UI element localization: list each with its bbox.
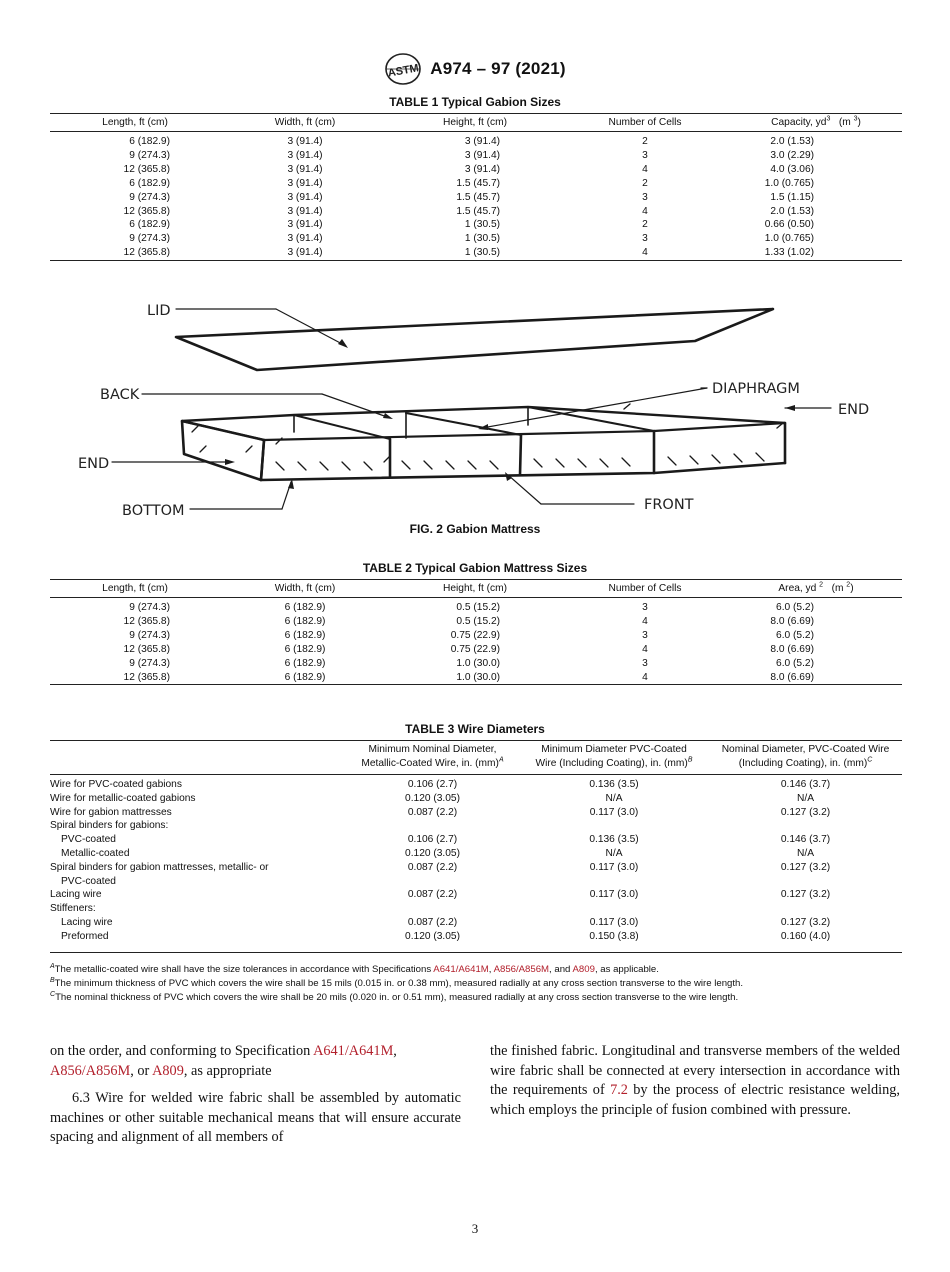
table1-cell: 2.0 (1.53) — [770, 205, 814, 217]
table2-header-length: Length, ft (cm) — [102, 582, 168, 594]
mattress-top-back — [182, 407, 785, 423]
table3-cell — [519, 902, 709, 916]
table1-row — [50, 246, 902, 260]
table1-header-length: Length, ft (cm) — [102, 116, 168, 128]
table1-row — [50, 204, 902, 218]
page-header — [0, 52, 950, 86]
table3-row-label: Wire for PVC-coated gabions — [50, 779, 182, 790]
table3-row-label: Spiral binders for gabions: — [50, 820, 169, 832]
table1-cell: 3 (91.4) — [287, 219, 323, 231]
table3-row-label: Wire for gabion mattresses — [50, 806, 172, 818]
table2-row — [50, 643, 902, 657]
document-designation: A974 – 97 (2021) — [430, 59, 566, 78]
table2-cell: 6 (182.9) — [284, 629, 326, 641]
table3-cell: 0.160 (4.0) — [780, 930, 831, 942]
table3-cell: N/A — [605, 847, 623, 859]
table3-row-label: Lacing wire — [50, 889, 102, 901]
table1-cell: 3 (91.4) — [287, 136, 323, 148]
footnote-c: $^C$The nominal thickness of PVC which covers the wire shall be 20 mils (0.020 in. or 0.51 mm), measured radially at any cross section transverse to the wire length. — [50, 990, 739, 1003]
table1-row — [50, 149, 902, 163]
link-a856-body[interactable]: A856/A856M — [50, 1062, 131, 1079]
table2-cell: 6 (182.9) — [284, 657, 326, 669]
table3-row — [50, 861, 902, 875]
table1-row — [50, 191, 902, 205]
table3-cell: 0.120 (3.05) — [405, 792, 460, 804]
table2-header-area: Area, yd $^2$ (m $^2$) — [778, 581, 854, 594]
table3-row-label: PVC-coated — [61, 834, 116, 846]
table1-cell: 1 (30.5) — [464, 219, 500, 231]
table2-cell: 12 (365.8) — [123, 643, 170, 655]
table1-header-capacity: Capacity, $yd^3$ (m $^3$) — [771, 115, 861, 128]
table2-cell: 0.5 (15.2) — [456, 602, 500, 614]
table2-row — [50, 598, 902, 615]
table3-row — [50, 775, 902, 792]
table1-cell: 3 (91.4) — [287, 247, 323, 259]
link-section-7-2[interactable]: 7.2 — [610, 1082, 628, 1099]
table3 — [50, 740, 902, 953]
table3-cell: 0.127 (3.2) — [780, 889, 831, 901]
mattress-top-inner — [182, 421, 785, 440]
table3-cell: 0.120 (3.05) — [405, 930, 460, 942]
table1-cell: 3 (91.4) — [287, 149, 323, 161]
table3-header-blank — [50, 741, 346, 775]
table1-cell: 2 — [642, 219, 648, 231]
table2-header-cells: Number of Cells — [608, 582, 682, 594]
paragraph-6-3: 6.3 Wire for welded wire fabric shall be assembled by automatic machines or other suitable mechanical means that will ensure accurate spacing and alignment of all members of — [50, 1090, 461, 1146]
table2-cell: 1.0 (30.0) — [456, 671, 500, 683]
link-a856[interactable]: A856/A856M — [493, 964, 550, 975]
table2-cell: 3 — [642, 602, 648, 614]
table3-row-label: Wire for metallic-coated gabions — [50, 792, 196, 804]
table3-cell — [709, 819, 902, 833]
figure-label-diaphragm: DIAPHRAGM — [712, 381, 800, 397]
link-a809-body[interactable]: A809 — [152, 1062, 184, 1079]
table1-cell: 1.5 (45.7) — [456, 205, 500, 217]
table1-cell: 3 — [642, 191, 648, 203]
table1-caption: TABLE 1 Typical Gabion Sizes — [389, 95, 561, 109]
table1-cell: 3 (91.4) — [287, 233, 323, 245]
table1-cell: 3 (91.4) — [287, 191, 323, 203]
table1-cell: 6 (182.9) — [129, 136, 170, 148]
table1-cell: 3 (91.4) — [464, 149, 500, 161]
table3-row — [50, 847, 902, 861]
table3-cell: 0.117 (3.0) — [589, 806, 639, 818]
table2 — [50, 579, 902, 685]
table3-header-row — [50, 741, 902, 775]
table3-row — [50, 819, 902, 833]
table2-cell: 6.0 (5.2) — [776, 657, 814, 669]
table3-cell: 0.136 (3.5) — [589, 834, 639, 846]
table3-header-metallic: Minimum Nominal Diameter, Metallic-Coated Wire, in. (mm)$^A$ — [361, 744, 504, 769]
table1-header-width: Width, ft (cm) — [274, 116, 336, 128]
table3-cell: N/A — [797, 792, 814, 804]
table1-cell: 2 — [642, 136, 648, 148]
table3-cell: 0.106 (2.7) — [407, 779, 458, 790]
table1-header-row — [50, 114, 902, 132]
table1-cell: 2 — [642, 177, 648, 189]
table1-cell: 6 (182.9) — [129, 219, 170, 231]
table3-row — [50, 902, 902, 916]
table3-cell: 0.087 (2.2) — [407, 861, 458, 873]
table3-cell: N/A — [797, 847, 814, 859]
figure-caption: FIG. 2 Gabion Mattress — [409, 522, 541, 536]
link-a809[interactable]: A809 — [572, 964, 595, 975]
page-number: 3 — [471, 1221, 479, 1236]
astm-logo — [384, 53, 422, 85]
table1-cell: 3.0 (2.29) — [770, 149, 814, 161]
table3-cell: 0.087 (2.2) — [407, 806, 458, 818]
figure-label-back: BACK — [100, 387, 140, 403]
table3-row-label: Spiral binders for gabion mattresses, metallic- or — [50, 861, 269, 873]
table1-cell: 12 (365.8) — [123, 163, 170, 175]
table1-cell: 4 — [642, 247, 648, 259]
table1-row — [50, 132, 902, 149]
table2-cell: 6 (182.9) — [284, 602, 326, 614]
table1-cell: 3 (91.4) — [287, 205, 323, 217]
diaphragm-2 — [520, 435, 521, 475]
table2-cell: 3 — [642, 657, 648, 669]
paragraph-6-3-continued: the finished fabric. Longitudinal and transverse members of the welded wire fabric shall be connected at every intersection in accordance with the requirements of 7.2 by the process of electric resistance welding, which employs the principle of fusion combined with pressure. — [490, 1043, 900, 1118]
front-hatching — [192, 426, 764, 470]
table2-header-height: Height, ft (cm) — [443, 582, 507, 594]
table1-cell: 3 (91.4) — [464, 136, 500, 148]
table2-row — [50, 615, 902, 629]
table1-cell: 12 (365.8) — [123, 205, 170, 217]
table3-cell: 0.117 (3.0) — [589, 889, 639, 901]
table3-row-label: Preformed — [61, 930, 109, 942]
table2-cell: 6 (182.9) — [284, 643, 326, 655]
table3-cell: 0.136 (3.5) — [589, 779, 639, 790]
table1-cell: 4 — [642, 163, 648, 175]
table2-cell: 3 — [642, 629, 648, 641]
table2-cell: 4 — [642, 671, 648, 683]
body-column-left — [50, 1042, 461, 1148]
table3-cell: 0.117 (3.0) — [589, 916, 639, 928]
table3-row — [50, 875, 902, 889]
table1-cell: 1.5 (45.7) — [456, 191, 500, 203]
table3-cell: 0.127 (3.2) — [780, 806, 831, 818]
figure-drawing — [112, 309, 831, 509]
footnote-b: $^B$The minimum thickness of PVC which covers the wire shall be 15 mils (0.015 in. or 0.38 mm), measured radially at any cross section transverse to the wire length. — [50, 976, 744, 989]
body-column-right — [490, 1042, 900, 1120]
table3-cell: 0.150 (3.8) — [589, 930, 639, 942]
table2-row — [50, 657, 902, 671]
table3-cell — [346, 819, 519, 833]
table3-cell: 0.127 (3.2) — [780, 861, 831, 873]
table1-cell: 2.0 (1.53) — [770, 136, 814, 148]
table2-cell: 8.0 (6.69) — [770, 643, 814, 655]
table2-cell: 0.75 (22.9) — [450, 643, 500, 655]
table1-cell: 3 (91.4) — [464, 163, 500, 175]
table3-cell: 0.117 (3.0) — [589, 861, 639, 873]
table2-cell: 6 (182.9) — [284, 615, 326, 627]
table1-row — [50, 232, 902, 246]
table3-cell: 0.127 (3.2) — [780, 916, 831, 928]
table1-cell: 9 (274.3) — [129, 149, 170, 161]
table2-header-width: Width, ft (cm) — [274, 582, 336, 594]
table2-row — [50, 670, 902, 684]
table2-cell: 6.0 (5.2) — [776, 629, 814, 641]
table3-cell: 0.146 (3.7) — [780, 834, 831, 846]
link-a641-body[interactable]: A641/A641M — [313, 1043, 394, 1059]
table1-cell: 1 (30.5) — [464, 247, 500, 259]
table1-body — [50, 132, 902, 261]
table1-cell: 9 (274.3) — [129, 191, 170, 203]
table1-cell: 1.5 (45.7) — [456, 177, 500, 189]
table3-row — [50, 833, 902, 847]
table2-cell: 9 (274.3) — [129, 602, 170, 614]
table2-cell: 1.0 (30.0) — [456, 657, 500, 669]
table2-cell: 8.0 (6.69) — [770, 671, 814, 683]
table1-row — [50, 177, 902, 191]
table1-row — [50, 218, 902, 232]
table3-row — [50, 792, 902, 806]
table3-cell: 0.087 (2.2) — [407, 889, 458, 901]
table1-cell: 1 (30.5) — [464, 233, 500, 245]
figure-label-end-left: END — [78, 456, 110, 472]
paragraph-continued: on the order, and conforming to Specification A641/A641M, A856/A856M, or A809, as appropriate — [50, 1043, 397, 1079]
table2-cell: 4 — [642, 643, 648, 655]
table1-row — [50, 163, 902, 177]
table3-row-label: Stiffeners: — [50, 903, 96, 915]
table1-cell: 9 (274.3) — [129, 233, 170, 245]
table3-cell: 0.146 (3.7) — [780, 779, 831, 790]
table1-cell: 4 — [642, 205, 648, 217]
table3-cell: 0.087 (2.2) — [407, 916, 458, 928]
footnote-a: $^A$The metallic-coated wire shall have the size tolerances in accordance with Specifications A641/A641M, A856/A856M, and A809, as applicable. — [50, 962, 659, 975]
gabion-mattress-figure — [50, 282, 902, 522]
table3-cell: N/A — [605, 792, 623, 804]
figure-label-front: FRONT — [644, 497, 694, 513]
link-a641[interactable]: A641/A641M — [433, 964, 489, 975]
table1-cell: 3 (91.4) — [287, 163, 323, 175]
table1-cell: 1.5 (1.15) — [770, 191, 814, 203]
table1-cell: 3 (91.4) — [287, 177, 323, 189]
table3-row-label: Lacing wire — [61, 916, 113, 928]
table2-cell: 12 (365.8) — [123, 671, 170, 683]
table3-footnotes — [50, 963, 902, 1004]
table3-row — [50, 806, 902, 820]
table3-row — [50, 888, 902, 902]
table3-body — [50, 775, 902, 953]
table3-cell — [709, 875, 902, 889]
table3-cell — [519, 875, 709, 889]
table1-cell: 3 — [642, 233, 648, 245]
table2-cell: 6.0 (5.2) — [776, 602, 814, 614]
table3-row-label: Metallic-coated — [61, 847, 130, 859]
table3-cell — [346, 902, 519, 916]
table1-header-height: Height, ft (cm) — [443, 116, 507, 128]
mattress-bottom-edge — [261, 463, 785, 480]
lid-panel — [176, 309, 773, 370]
table1-cell: 3 — [642, 149, 648, 161]
table3-row-label: PVC-coated — [61, 875, 116, 887]
table2-body — [50, 598, 902, 685]
table2-cell: 9 (274.3) — [129, 629, 170, 641]
table2-header-row — [50, 580, 902, 598]
astm-logo-text: ASTM — [387, 62, 420, 80]
table1 — [50, 113, 902, 261]
table2-caption: TABLE 2 Typical Gabion Mattress Sizes — [362, 561, 588, 575]
table3-row — [50, 930, 902, 952]
figure-label-end-right: END — [838, 402, 870, 418]
table2-cell: 0.5 (15.2) — [456, 615, 500, 627]
table2-cell: 6 (182.9) — [284, 671, 326, 683]
table2-cell: 0.75 (22.9) — [450, 629, 500, 641]
table3-row — [50, 916, 902, 930]
table3-cell — [346, 875, 519, 889]
table3-header-pvc-nominal: Nominal Diameter, PVC-Coated Wire (Including Coating), in. (mm)$^C$ — [721, 744, 890, 769]
table3-cell: 0.106 (2.7) — [407, 834, 458, 846]
table3-cell — [709, 902, 902, 916]
table3-caption: TABLE 3 Wire Diameters — [405, 722, 545, 736]
table1-cell: 4.0 (3.06) — [770, 163, 814, 175]
table3-cell — [519, 819, 709, 833]
table1-cell: 1.0 (0.765) — [764, 177, 814, 189]
table2-cell: 4 — [642, 615, 648, 627]
table1-cell: 0.66 (0.50) — [764, 219, 814, 231]
table3-cell: 0.120 (3.05) — [405, 847, 460, 859]
table2-cell: 8.0 (6.69) — [770, 615, 814, 627]
table1-header-cells: Number of Cells — [608, 116, 682, 128]
figure-label-lid: LID — [147, 303, 171, 319]
table1-cell: 1.33 (1.02) — [764, 247, 814, 259]
table1-cell: 12 (365.8) — [123, 247, 170, 259]
table2-cell: 12 (365.8) — [123, 615, 170, 627]
table2-row — [50, 629, 902, 643]
table1-cell: 6 (182.9) — [129, 177, 170, 189]
table1-cell: 1.0 (0.765) — [764, 233, 814, 245]
table3-header-pvc-min: Minimum Diameter PVC-Coated Wire (Including Coating), in. (mm)$^B$ — [535, 744, 693, 769]
table2-cell: 9 (274.3) — [129, 657, 170, 669]
figure-label-bottom: BOTTOM — [122, 503, 185, 519]
